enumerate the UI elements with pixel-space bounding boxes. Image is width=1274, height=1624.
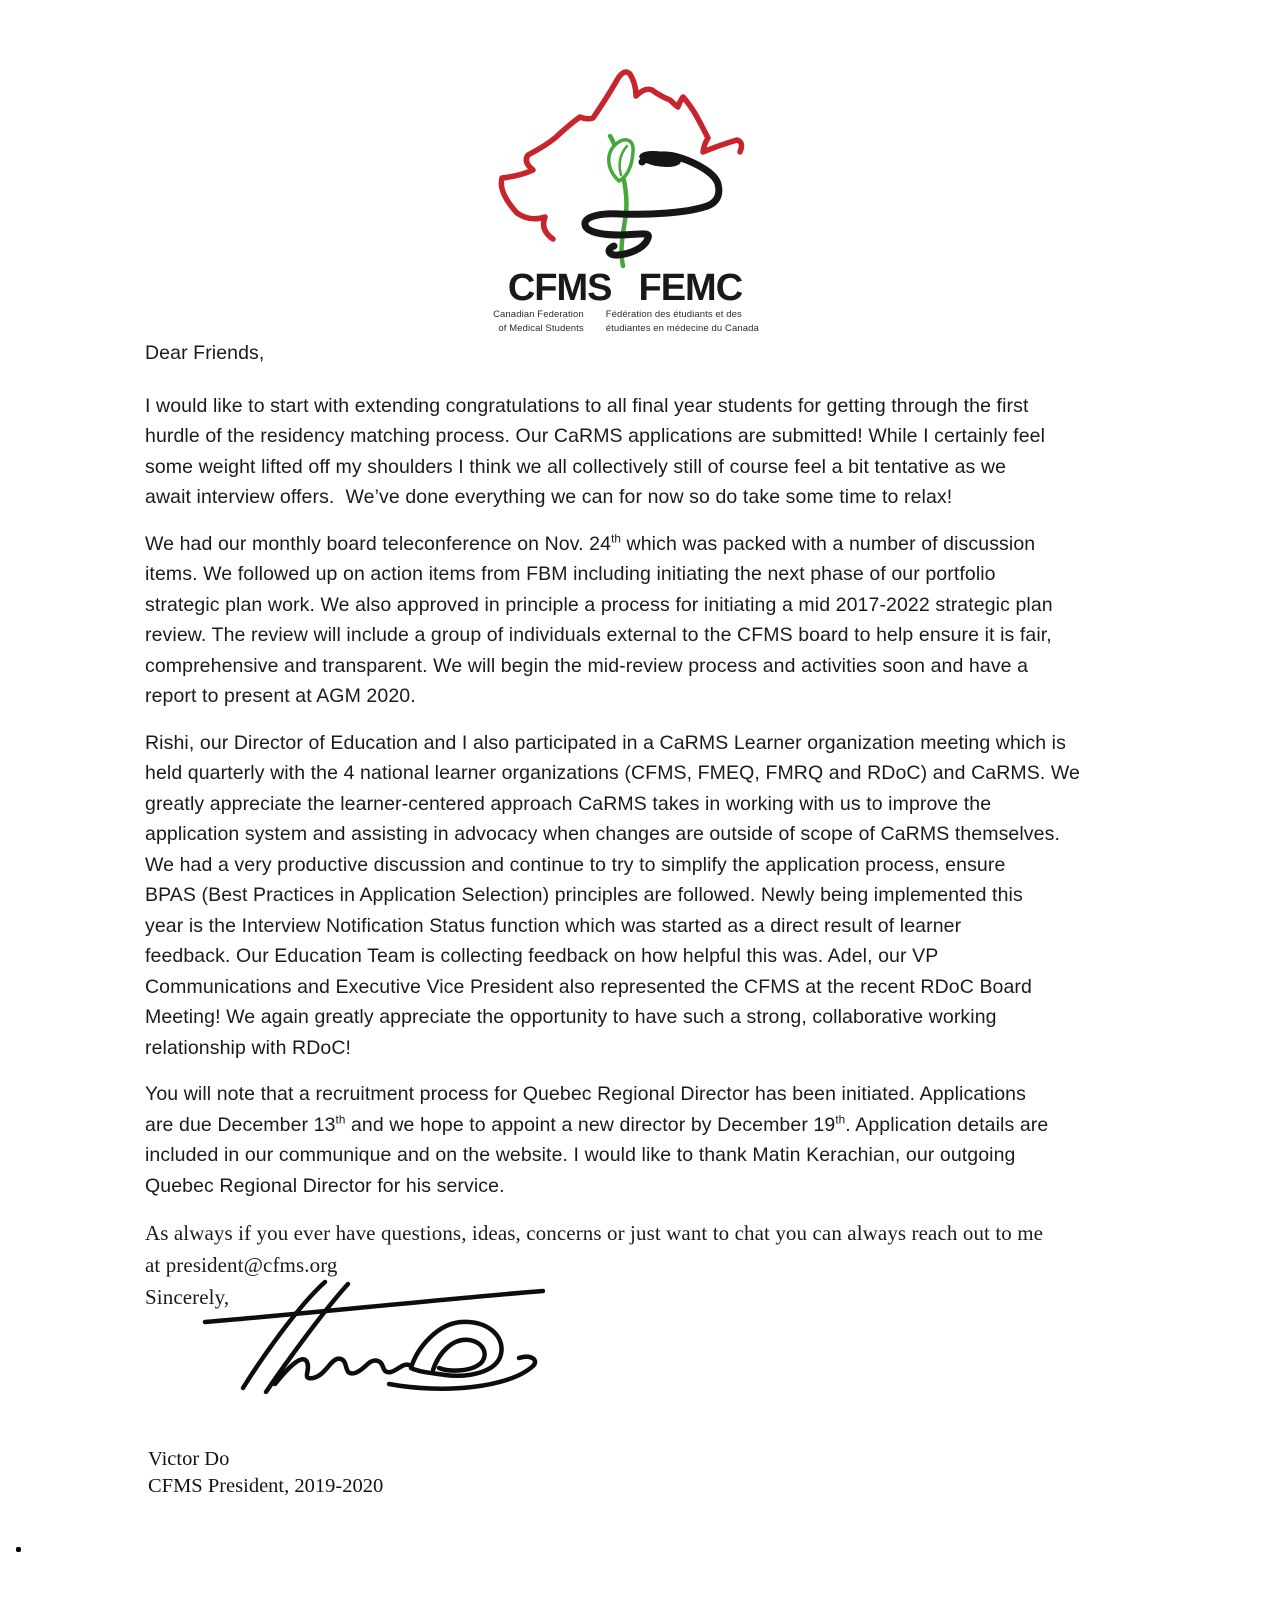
paragraph-line: I would like to start with extending congratulations to all final year students for getting through the first	[145, 394, 1029, 417]
signer-title: CFMS President, 2019-2020	[148, 1475, 384, 1497]
paragraph-line: We had a very productive discussion and continue to try to simplify the application process, ensure	[145, 853, 1006, 876]
logo-femc-text: FEMC	[638, 267, 743, 309]
signature-block	[148, 1446, 383, 1500]
paragraph-line: We had our monthly board teleconference on Nov. 24th which was packed with a number of discussion	[145, 532, 1036, 555]
logo-subtext-fr-line2: étudiantes en médecine du Canada	[605, 323, 759, 334]
paragraph-line: year is the Interview Notification Status function which was started as a direct result of learner	[145, 914, 962, 937]
salutation: Dear Friends,	[145, 342, 265, 364]
logo-subtext-french	[606, 308, 759, 336]
paragraph-line: some weight lifted off my shoulders I think we all collectively still of course feel a bit tentative as we	[145, 455, 1007, 478]
paragraph-line: greatly appreciate the learner-centered approach CaRMS takes in working with us to improve the	[145, 792, 992, 815]
paragraph-line: review. The review will include a group of individuals external to the CFMS board to help ensure it is fair,	[145, 624, 1052, 646]
letter-body	[145, 391, 1145, 1282]
letter-paragraph	[145, 728, 1145, 1064]
logo-subtext-fr-line1: Fédération des étudiants et des	[605, 309, 742, 320]
letter-paragraph	[145, 529, 1145, 712]
stray-dot-mark	[16, 1547, 21, 1552]
logo-subtext-en-line2: of Medical Students	[498, 323, 584, 334]
logo-subtext-english	[493, 308, 584, 336]
paragraph-line: comprehensive and transparent. We will begin the mid-review process and activities soon and have a	[145, 654, 1029, 677]
logo-subtext-en-line1: Canadian Federation	[493, 309, 584, 320]
paragraph-line: Communications and Executive Vice President also represented the CFMS at the recent RDoC Board	[145, 975, 1032, 998]
logo-wordmark	[0, 268, 1250, 308]
paragraph-line: hurdle of the residency matching process. Our CaRMS applications are submitted! While I certainly feel	[145, 425, 1046, 447]
paragraph-line: await interview offers. We’ve done everything we can for now so do take some time to relax!	[145, 486, 953, 508]
logo-cfms-text: CFMS	[507, 267, 612, 309]
paragraph-line: held quarterly with the 4 national learner organizations (CFMS, FMEQ, FMRQ and RDoC) and CaRMS. We	[145, 762, 1080, 784]
cfms-logo	[490, 58, 760, 270]
closing: Sincerely,	[145, 1285, 230, 1309]
paragraph-line: included in our communique and on the website. I would like to thank Matin Kerachian, our outgoing	[145, 1144, 1016, 1166]
snake-icon	[585, 149, 719, 255]
letter-paragraph	[145, 391, 1145, 513]
paragraph-line: report to present at AGM 2020.	[145, 685, 416, 707]
paragraph-line: Meeting! We again greatly appreciate the opportunity to have such a strong, collaborative working	[145, 1006, 997, 1028]
paragraph-line: are due December 13th and we hope to appoint a new director by December 19th. Application details are	[145, 1113, 1049, 1136]
paragraph-line: application system and assisting in advocacy when changes are outside of scope of CaRMS themselves.	[145, 823, 1060, 845]
paragraph-line: BPAS (Best Practices in Application Selection) principles are followed. Newly being implemented this	[145, 884, 1023, 906]
letter-paragraph	[145, 1079, 1145, 1201]
paragraph-line: relationship with RDoC!	[145, 1036, 352, 1059]
letter-body-container	[145, 338, 1145, 1313]
handwritten-signature	[193, 1264, 545, 1394]
paragraph-line: at president@cfms.org	[145, 1253, 338, 1277]
paragraph-line: strategic plan work. We also approved in principle a process for initiating a mid 2017-2022 strategic plan	[145, 593, 1053, 616]
paragraph-line: Quebec Regional Director for his service.	[145, 1174, 505, 1197]
paragraph-line: As always if you ever have questions, ideas, concerns or just want to chat you can always reach out to me	[145, 1221, 1044, 1245]
signer-name: Victor Do	[148, 1448, 230, 1470]
paragraph-line: Rishi, our Director of Education and I also participated in a CaRMS Learner organization meeting which is	[145, 731, 1066, 754]
paragraph-line: feedback. Our Education Team is collecting feedback on how helpful this was. Adel, our VP	[145, 945, 939, 967]
logo-subtext	[0, 308, 1252, 336]
paragraph-line: items. We followed up on action items from FBM including initiating the next phase of our portfolio	[145, 563, 996, 585]
paragraph-line: You will note that a recruitment process for Quebec Regional Director has been initiated. Applications	[145, 1083, 1026, 1105]
